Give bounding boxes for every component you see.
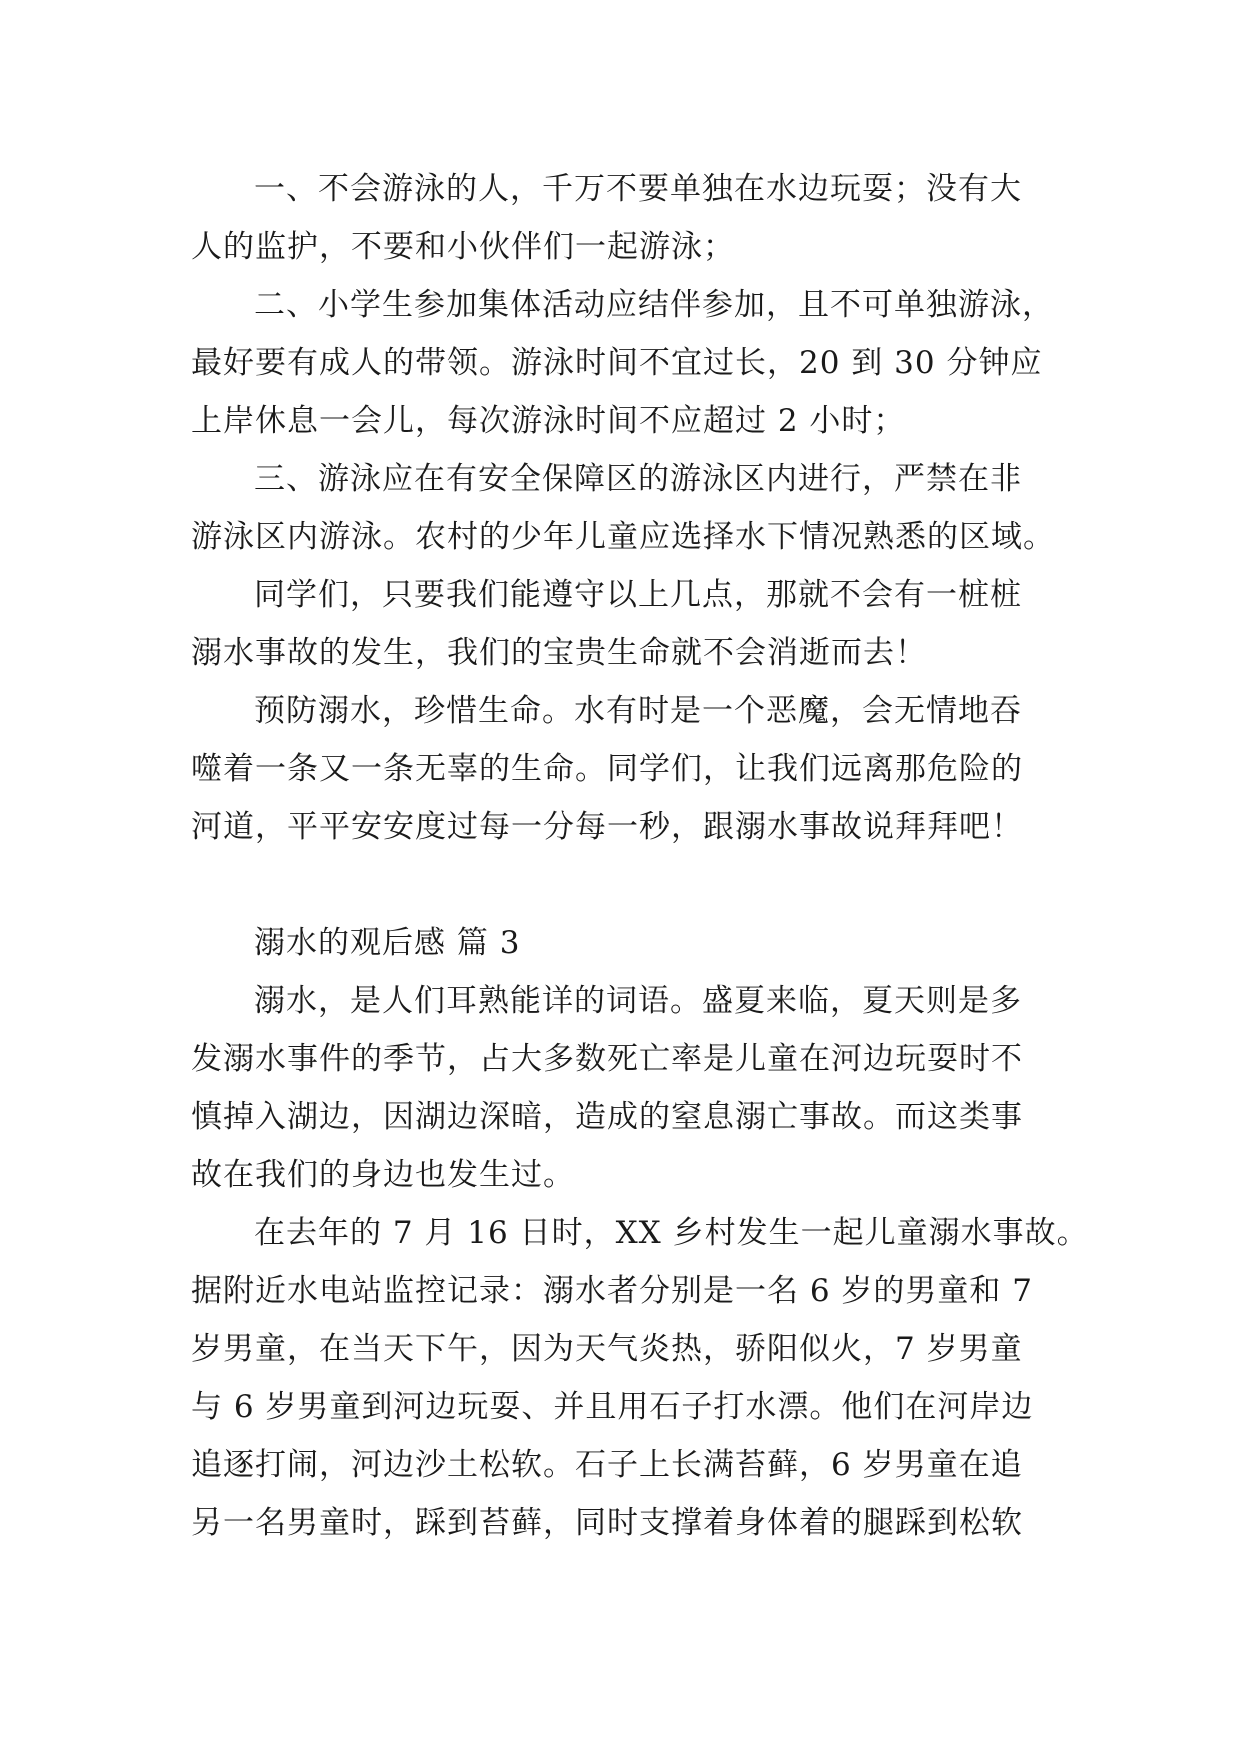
- paragraph-2-line-3: 上岸休息一会儿，每次游泳时间不应超过 2 小时；: [191, 403, 906, 439]
- paragraph-7-line-5: 追逐打闹，河边沙土松软。石子上长满苔藓，6 岁男童在追: [191, 1447, 1023, 1483]
- paragraph-4-line-2: 溺水事故的发生，我们的宝贵生命就不会消逝而去！: [191, 635, 927, 671]
- paragraph-5-line-2: 噬着一条又一条无辜的生命。同学们，让我们远离那危险的: [191, 751, 1023, 787]
- paragraph-1-line-2: 人的监护，不要和小伙伴们一起游泳；: [191, 229, 735, 265]
- paragraph-4-line-1: 同学们，只要我们能遵守以上几点，那就不会有一桩桩: [254, 577, 1022, 613]
- section-heading: 溺水的观后感 篇 3: [254, 925, 521, 961]
- paragraph-7-line-1: 在去年的 7 月 16 日时，XX 乡村发生一起儿童溺水事故。: [254, 1215, 1089, 1251]
- paragraph-6-line-2: 发溺水事件的季节，占大多数死亡率是儿童在河边玩耍时不: [191, 1041, 1023, 1077]
- paragraph-2-line-1: 二、小学生参加集体活动应结伴参加，且不可单独游泳，: [254, 287, 1054, 323]
- paragraph-7-line-6: 另一名男童时，踩到苔藓，同时支撑着身体着的腿踩到松软: [191, 1505, 1023, 1541]
- paragraph-7-line-3: 岁男童，在当天下午，因为天气炎热，骄阳似火，7 岁男童: [191, 1331, 1023, 1367]
- paragraph-6-line-3: 慎掉入湖边，因湖边深暗，造成的窒息溺亡事故。而这类事: [191, 1099, 1023, 1135]
- paragraph-3-line-2: 游泳区内游泳。农村的少年儿童应选择水下情况熟悉的区域。: [191, 519, 1055, 555]
- paragraph-7-line-2: 据附近水电站监控记录：溺水者分别是一名 6 岁的男童和 7: [191, 1273, 1034, 1309]
- paragraph-7-line-4: 与 6 岁男童到河边玩耍、并且用石子打水漂。他们在河岸边: [191, 1389, 1034, 1425]
- paragraph-6-line-1: 溺水，是人们耳熟能详的词语。盛夏来临，夏天则是多: [254, 983, 1022, 1019]
- paragraph-5-line-3: 河道，平平安安度过每一分每一秒，跟溺水事故说拜拜吧！: [191, 809, 1023, 845]
- paragraph-6-line-4: 故在我们的身边也发生过。: [191, 1157, 575, 1193]
- paragraph-2-line-2: 最好要有成人的带领。游泳时间不宜过长，20 到 30 分钟应: [191, 345, 1043, 381]
- paragraph-1-line-1: 一、不会游泳的人，千万不要单独在水边玩耍；没有大: [254, 171, 1022, 207]
- paragraph-3-line-1: 三、游泳应在有安全保障区的游泳区内进行，严禁在非: [254, 461, 1022, 497]
- paragraph-5-line-1: 预防溺水，珍惜生命。水有时是一个恶魔，会无情地吞: [254, 693, 1022, 729]
